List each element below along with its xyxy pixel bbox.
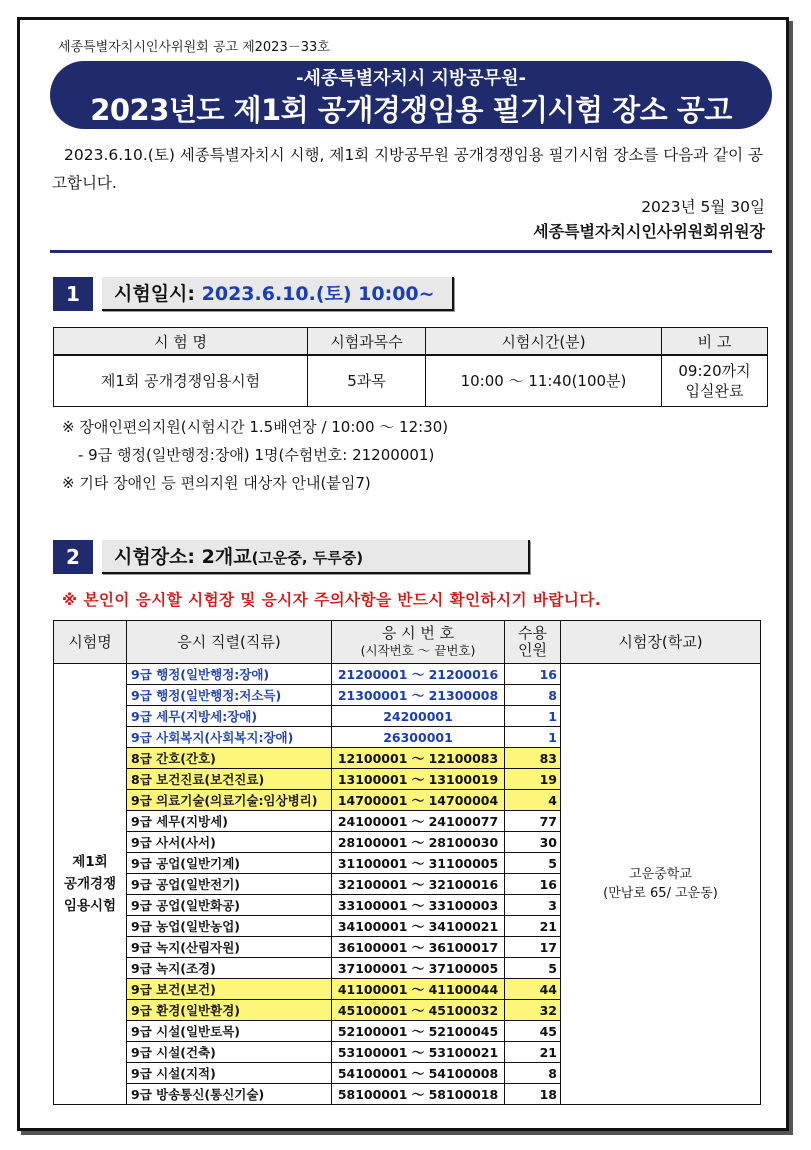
warning-text: ※ 본인이 응시할 시험장 및 응시자 주의사항을 반드시 확인하시기 바랍니다.	[62, 591, 602, 609]
issuer-name: 세종특별자치시인사위원회위원장	[533, 222, 765, 241]
cell-job: 9급 공업(일반전기)	[127, 874, 332, 895]
cell-capacity: 45	[505, 1021, 561, 1042]
cell-number-range: 41100001 ～ 41100044	[332, 979, 505, 1000]
cell-job: 9급 사서(사서)	[127, 832, 332, 853]
cell-capacity: 4	[505, 790, 561, 811]
cell-number-range: 21300001 ～ 21300008	[332, 685, 505, 706]
header-remark: 비 고	[662, 328, 768, 356]
cell-job: 9급 사회복지(사회복지:장애)	[127, 727, 332, 748]
cell-number-range: 14700001 ～ 14700004	[332, 790, 505, 811]
section-2-label-schools: (고운중, 두루중)	[251, 549, 364, 567]
cell-number-range: 54100001 ～ 54100008	[332, 1063, 505, 1084]
exam-site-line-1: 고운중학교	[629, 867, 692, 882]
cell-capacity: 5	[505, 958, 561, 979]
cell-job: 9급 농업(일반농업)	[127, 916, 332, 937]
cell-capacity: 16	[505, 874, 561, 895]
cell-capacity: 16	[505, 664, 561, 685]
header-capacity	[505, 621, 561, 664]
exam-site-line-2: (만남로 65/ 고운동)	[603, 886, 718, 901]
cell-job: 9급 녹지(조경)	[127, 958, 332, 979]
divider	[50, 250, 772, 253]
cell-capacity: 8	[505, 1063, 561, 1084]
cell-job: 9급 시설(지적)	[127, 1063, 332, 1084]
cell-job: 9급 공업(일반기계)	[127, 853, 332, 874]
section-2-heading	[102, 540, 530, 574]
cell-number-range: 28100001 ～ 28100030	[332, 832, 505, 853]
cell-number-range: 12100001 ～ 12100083	[332, 748, 505, 769]
cell-number-range: 32100001 ～ 32100016	[332, 874, 505, 895]
exam-name-line-1: 제1회	[72, 854, 108, 870]
cell-number-range: 13100001 ～ 13100019	[332, 769, 505, 790]
cell-job: 9급 세무(지방세:장애)	[127, 706, 332, 727]
cell-capacity: 17	[505, 937, 561, 958]
table-row	[54, 664, 761, 685]
cell-capacity: 1	[505, 727, 561, 748]
cell-exam-time: 10:00 ～ 11:40(100분)	[426, 355, 662, 407]
exam-name-line-2: 공개경쟁	[63, 876, 117, 892]
cell-job: 8급 보건진료(보건진료)	[127, 769, 332, 790]
cell-job: 9급 녹지(산림자원)	[127, 937, 332, 958]
cell-capacity: 21	[505, 1042, 561, 1063]
cell-job: 8급 간호(간호)	[127, 748, 332, 769]
header-site: 시험장(학교)	[561, 621, 761, 664]
cell-capacity: 19	[505, 769, 561, 790]
cell-subject-count: 5과목	[308, 355, 426, 407]
header-number	[332, 621, 505, 664]
title-banner	[50, 61, 772, 129]
header-exam-time: 시험시간(분)	[426, 328, 662, 356]
cell-capacity: 3	[505, 895, 561, 916]
cell-exam-site	[561, 664, 761, 1105]
cell-number-range: 24100001 ～ 24100077	[332, 811, 505, 832]
header-exam-name: 시 험 명	[54, 328, 308, 356]
cell-number-range: 24200001	[332, 706, 505, 727]
remark-line-2: 입실완료	[685, 382, 744, 400]
header-capacity-line-2: 인원	[518, 641, 547, 659]
cell-number-range: 21200001 ～ 21200016	[332, 664, 505, 685]
header-job: 응시 직렬(직류)	[127, 621, 332, 664]
header-exam: 시험명	[54, 621, 127, 664]
cell-number-range: 33100001 ～ 33100003	[332, 895, 505, 916]
header-capacity-line-1: 수용	[518, 624, 547, 642]
note-accommodation-detail: - 9급 행정(일반행정:장애) 1명(수험번호: 21200001)	[78, 446, 435, 464]
cell-job: 9급 시설(건축)	[127, 1042, 332, 1063]
remark-line-1: 09:20까지	[678, 362, 751, 380]
table-header-row	[54, 621, 761, 664]
cell-job: 9급 방송통신(통신기술)	[127, 1084, 332, 1105]
cell-number-range: 36100001 ～ 36100017	[332, 937, 505, 958]
header-number-line-2: (시작번호 ～ 끝번호)	[360, 643, 476, 658]
cell-capacity: 5	[505, 853, 561, 874]
cell-capacity: 1	[505, 706, 561, 727]
section-1-label: 시험일시:	[114, 283, 202, 305]
cell-job: 9급 보건(보건)	[127, 979, 332, 1000]
cell-job: 9급 시설(일반토목)	[127, 1021, 332, 1042]
cell-number-range: 31100001 ～ 31100005	[332, 853, 505, 874]
cell-capacity: 21	[505, 916, 561, 937]
cell-job: 9급 세무(지방세)	[127, 811, 332, 832]
cell-job: 9급 환경(일반환경)	[127, 1000, 332, 1021]
cell-job: 9급 공업(일반화공)	[127, 895, 332, 916]
cell-capacity: 32	[505, 1000, 561, 1021]
cell-number-range: 53100001 ～ 53100021	[332, 1042, 505, 1063]
cell-number-range: 37100001 ～ 37100005	[332, 958, 505, 979]
cell-number-range: 52100001 ～ 52100045	[332, 1021, 505, 1042]
cell-remark	[662, 355, 768, 407]
exam-schedule-table	[53, 327, 768, 407]
page-title: 2023년도 제1회 공개경쟁임용 필기시험 장소 공고	[90, 93, 732, 127]
section-1-value: 2023.6.10.(토) 10:00~	[201, 283, 435, 305]
cell-capacity: 30	[505, 832, 561, 853]
table-header-row	[54, 328, 768, 356]
cell-capacity: 8	[505, 685, 561, 706]
cell-capacity: 83	[505, 748, 561, 769]
exam-name-line-3: 임용시험	[63, 898, 117, 914]
cell-exam-name	[54, 664, 127, 1105]
exam-site-table	[53, 620, 761, 1105]
section-1-number: 1	[53, 277, 93, 311]
header-subject-count: 시험과목수	[308, 328, 426, 356]
section-2-label: 시험장소: 2개교	[114, 546, 252, 568]
header-number-line-1: 응 시 번 호	[381, 624, 455, 642]
cell-capacity: 44	[505, 979, 561, 1000]
cell-job: 9급 의료기술(의료기술:임상병리)	[127, 790, 332, 811]
section-2-number: 2	[53, 540, 93, 574]
cell-capacity: 18	[505, 1084, 561, 1105]
cell-job: 9급 행정(일반행정:장애)	[127, 664, 332, 685]
cell-number-range: 26300001	[332, 727, 505, 748]
site-table-body	[54, 664, 761, 1105]
cell-job: 9급 행정(일반행정:저소득)	[127, 685, 332, 706]
section-1-heading	[102, 277, 454, 311]
cell-number-range: 34100001 ～ 34100021	[332, 916, 505, 937]
title-subtitle: -세종특별자치시 지방공무원-	[296, 68, 526, 89]
intro-paragraph: 2023.6.10.(토) 세종특별자치시 시행, 제1회 지방공무원 공개경쟁임용 필기시험 장소를 다음과 같이 공고합니다.	[52, 146, 763, 192]
table-row	[54, 355, 768, 407]
cell-exam-name: 제1회 공개경쟁임용시험	[54, 355, 308, 407]
cell-capacity: 77	[505, 811, 561, 832]
cell-number-range: 45100001 ～ 45100032	[332, 1000, 505, 1021]
notice-date: 2023년 5월 30일	[641, 198, 765, 216]
note-other-accommodation: ※ 기타 장애인 등 편의지원 대상자 안내(붙임7)	[62, 474, 371, 492]
note-accommodation: ※ 장애인편의지원(시험시간 1.5배연장 / 10:00 ～ 12:30)	[62, 418, 449, 436]
notice-number: 세종특별자치시인사위원회 공고 제2023－33호	[58, 40, 330, 55]
cell-number-range: 58100001 ～ 58100018	[332, 1084, 505, 1105]
